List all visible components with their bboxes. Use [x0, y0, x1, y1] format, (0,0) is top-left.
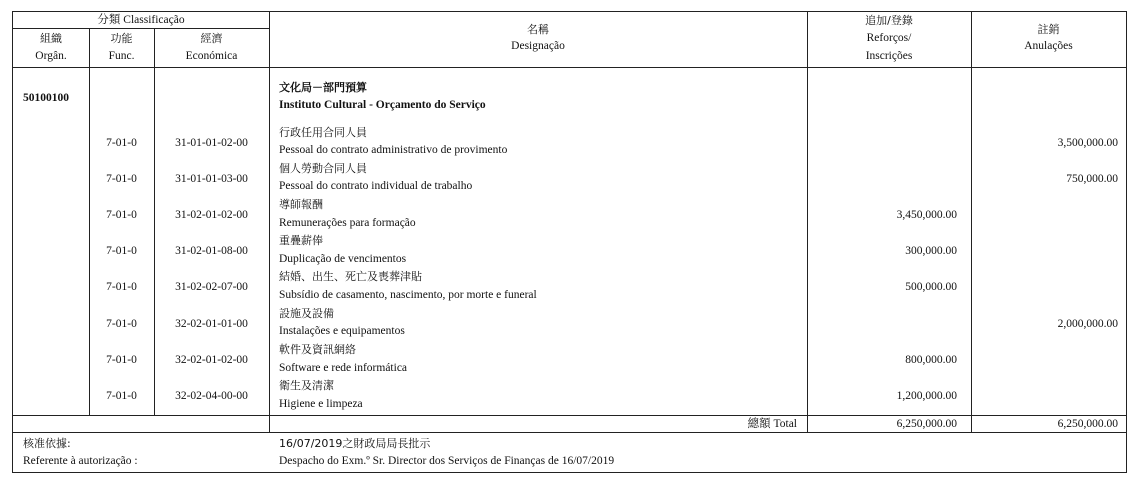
econ-cell: 31-02-02-07-00	[175, 281, 248, 293]
desig-pt-cell: Instalações e equipamentos	[279, 325, 405, 337]
col-rule-desig	[269, 12, 270, 432]
organ-header-pt: Orgân.	[35, 50, 67, 62]
col-rule-reforcos	[807, 12, 808, 432]
header-rule	[13, 67, 1126, 68]
desig-pt-cell: Pessoal do contrato individual de trabalho	[279, 180, 473, 192]
reforcos-header-pt2: Inscrições	[865, 50, 913, 62]
authorization-label-pt: Referente à autorização :	[23, 455, 138, 467]
econ-cell: 32-02-04-00-00	[175, 390, 248, 402]
desig-header-cn: 名稱	[527, 23, 549, 36]
func-cell: 7-01-0	[106, 390, 137, 402]
econ-header-cn: 經濟	[200, 32, 223, 45]
authorization-label-cn: 核准依據:	[23, 437, 71, 450]
reforcos-cell: 500,000.00	[905, 281, 957, 293]
desig-pt-cell: Software e rede informática	[279, 362, 408, 374]
desig-cn-cell: 行政任用合同人員	[279, 126, 367, 139]
anulacoes-cell: 3,500,000.00	[1057, 137, 1118, 149]
reforcos-header-pt1: Reforços/	[866, 32, 912, 44]
func-cell: 7-01-0	[106, 281, 137, 293]
desig-cn-cell: 個人勞動合同人員	[279, 162, 367, 175]
service-name-cn: 文化局－部門預算	[279, 81, 367, 94]
authorization-value-pt: Despacho do Exm.º Sr. Director dos Serviços de Finanças de 16/07/2019	[279, 455, 615, 467]
organ-code: 50100100	[23, 92, 69, 104]
func-header-pt: Func.	[108, 50, 135, 62]
total-reforcos: 6,250,000.00	[896, 418, 957, 430]
classification-rule	[13, 28, 269, 29]
anulacoes-cell: 2,000,000.00	[1057, 318, 1118, 330]
desig-header-pt: Designação	[511, 40, 565, 52]
reforcos-cell: 300,000.00	[905, 245, 957, 257]
classification-header: 分類 Classificação	[97, 14, 185, 26]
reforcos-cell: 800,000.00	[905, 354, 957, 366]
anulacoes-cell: 750,000.00	[1066, 173, 1118, 185]
desig-cn-cell: 衛生及清潔	[279, 379, 334, 392]
anulacoes-header-pt: Anulações	[1024, 40, 1073, 52]
desig-cn-cell: 設施及設備	[279, 307, 334, 320]
footer-rule	[13, 432, 1126, 433]
desig-pt-cell: Subsídio de casamento, nascimento, por morte e funeral	[279, 289, 537, 301]
func-cell: 7-01-0	[106, 137, 137, 149]
econ-header-pt: Económica	[185, 50, 238, 62]
func-cell: 7-01-0	[106, 318, 137, 330]
desig-pt-cell: Remunerações para formação	[279, 217, 416, 229]
desig-cn-cell: 重疊薪俸	[279, 234, 323, 247]
econ-cell: 31-01-01-02-00	[175, 137, 248, 149]
econ-cell: 32-02-01-02-00	[175, 354, 248, 366]
econ-cell: 31-02-01-08-00	[175, 245, 248, 257]
reforcos-cell: 1,200,000.00	[896, 390, 957, 402]
organ-header-cn: 組織	[40, 32, 62, 45]
func-cell: 7-01-0	[106, 354, 137, 366]
desig-cn-cell: 結婚、出生、死亡及喪葬津貼	[279, 270, 422, 283]
desig-cn-cell: 軟件及資訊網絡	[279, 343, 356, 356]
anulacoes-header-cn: 註銷	[1037, 23, 1060, 36]
reforcos-cell: 3,450,000.00	[896, 209, 957, 221]
func-header-cn: 功能	[110, 32, 133, 45]
authorization-value-cn: 16/07/2019之財政局局長批示	[279, 437, 431, 450]
total-rule	[13, 415, 1126, 416]
service-name-pt: Instituto Cultural - Orçamento do Serviço	[279, 99, 486, 111]
total-label: 總額 Total	[747, 418, 797, 430]
reforcos-header-cn: 追加/登錄	[865, 14, 913, 27]
func-cell: 7-01-0	[106, 173, 137, 185]
desig-pt-cell: Higiene e limpeza	[279, 398, 363, 410]
func-cell: 7-01-0	[106, 209, 137, 221]
econ-cell: 31-01-01-03-00	[175, 173, 248, 185]
desig-pt-cell: Pessoal do contrato administrativo de provimento	[279, 144, 508, 156]
budget-table	[12, 11, 1127, 473]
total-anulacoes: 6,250,000.00	[1057, 418, 1118, 430]
desig-cn-cell: 導師報酬	[279, 198, 323, 211]
econ-cell: 32-02-01-01-00	[175, 318, 248, 330]
econ-cell: 31-02-01-02-00	[175, 209, 248, 221]
col-rule-anulacoes	[971, 12, 972, 432]
func-cell: 7-01-0	[106, 245, 137, 257]
desig-pt-cell: Duplicação de vencimentos	[279, 253, 407, 265]
